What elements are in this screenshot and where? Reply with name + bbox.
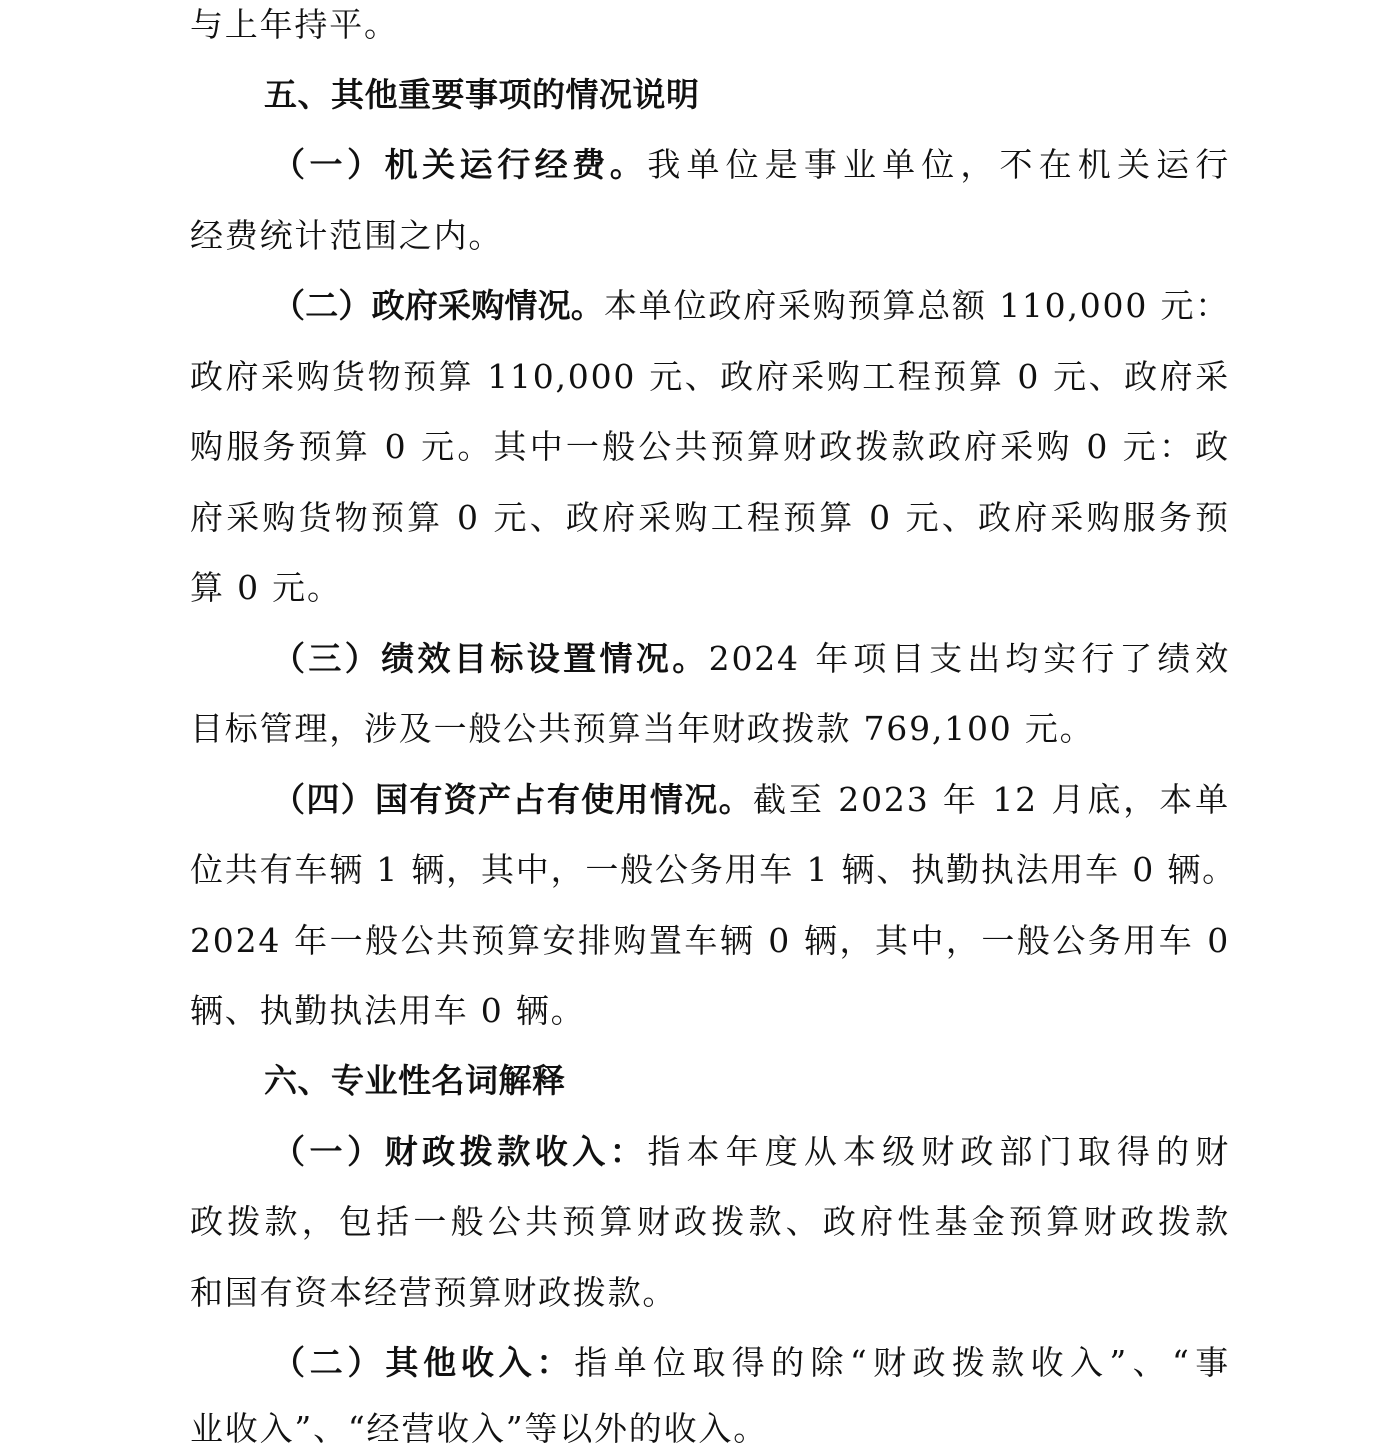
- paragraph-other-income: [190, 1338, 1230, 1388]
- text-segment: 我单位是事业单位，不在机关运行: [647, 145, 1231, 184]
- text-line: 政拨款，包括一般公共预算财政拨款、政府性基金预算财政拨款: [190, 1202, 1230, 1241]
- text-line: 和国有资本经营预算财政拨款。: [190, 1273, 678, 1312]
- text-line: 目标管理，涉及一般公共预算当年财政拨款 769,100 元。: [190, 709, 1095, 748]
- text-segment: 指单位取得的除“财政拨款收入”、“事: [574, 1343, 1230, 1382]
- text-line: 政府采购货物预算 110,000 元、政府采购工程预算 0 元、政府采: [190, 357, 1230, 396]
- text-line: 2024 年一般公共预算安排购置车辆 0 辆，其中，一般公务用车 0: [190, 921, 1230, 960]
- paragraph-state-assets: [190, 775, 1230, 825]
- paragraph-lead: （四）国有资产占有使用情况。: [272, 780, 753, 819]
- paragraph-procurement: [190, 281, 1230, 331]
- text-segment: 指本年度从本级财政部门取得的财: [647, 1132, 1231, 1171]
- paragraph-lead: （二）其他收入：: [272, 1343, 575, 1382]
- paragraph-performance: [190, 634, 1230, 684]
- text-segment: 截至 2023 年 12 月底，本单: [752, 780, 1230, 819]
- text-line: 算 0 元。: [190, 568, 342, 607]
- text-segment: 本单位政府采购预算总额 110,000 元：: [604, 286, 1231, 325]
- paragraph-fiscal-income: [190, 1127, 1230, 1177]
- paragraph-lead: （二）政府采购情况。: [272, 286, 604, 325]
- text-line: 府采购货物预算 0 元、政府采购工程预算 0 元、政府采购服务预: [190, 498, 1230, 537]
- text-line: 辆、执勤执法用车 0 辆。: [190, 991, 586, 1030]
- text-line: 与上年持平。: [190, 5, 399, 44]
- section-heading-5: 五、其他重要事项的情况说明: [264, 75, 700, 114]
- text-segment: 2024 年项目支出均实行了绩效: [708, 639, 1230, 678]
- text-line: 购服务预算 0 元。其中一般公共预算财政拨款政府采购 0 元：政: [190, 427, 1230, 466]
- text-line: 位共有车辆 1 辆，其中，一般公务用车 1 辆、执勤执法用车 0 辆。: [190, 850, 1237, 889]
- paragraph-lead: （一）机关运行经费。: [272, 145, 648, 184]
- paragraph-lead: （一）财政拨款收入：: [272, 1132, 648, 1171]
- text-line: 业收入”、“经营收入”等以外的收入。: [190, 1409, 769, 1448]
- paragraph-operating-expenses: [190, 140, 1230, 190]
- paragraph-lead: （三）绩效目标设置情况。: [272, 639, 709, 678]
- text-line: 经费统计范围之内。: [190, 216, 504, 255]
- section-heading-6: 六、专业性名词解释: [264, 1061, 566, 1100]
